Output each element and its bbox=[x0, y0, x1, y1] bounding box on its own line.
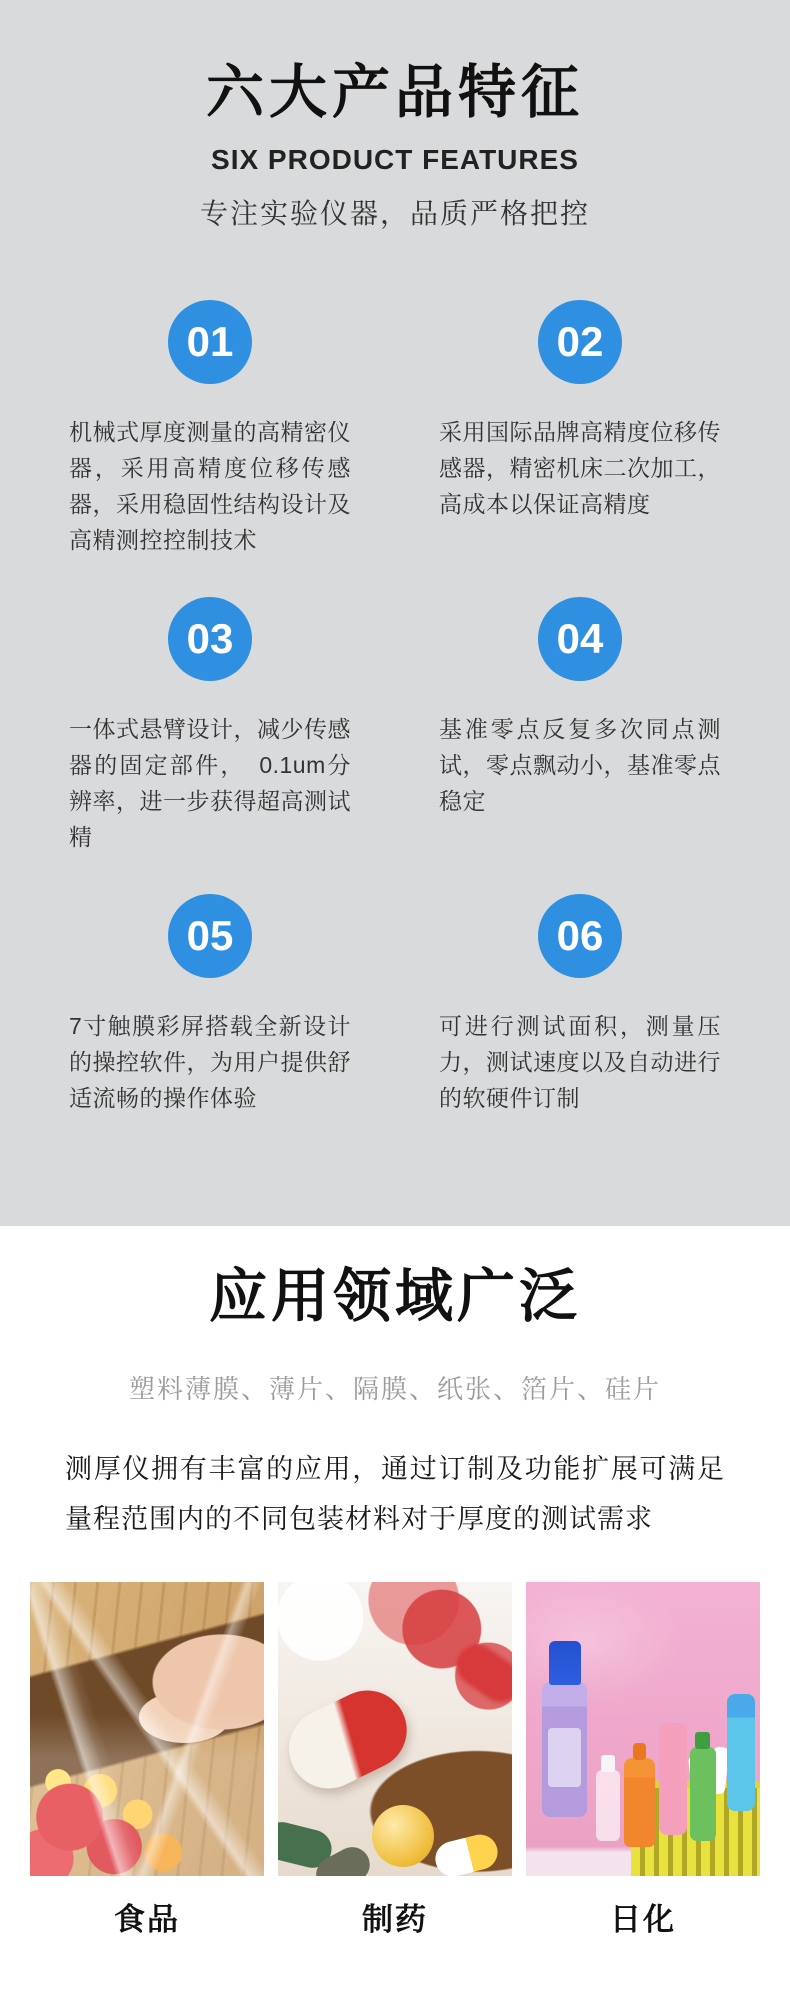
red-capsule-shape bbox=[448, 1636, 512, 1710]
applications-title: 应用领域广泛 bbox=[208, 1264, 581, 1329]
subtitle-english: SIX PRODUCT FEATURES bbox=[211, 144, 579, 175]
category-label-pharma: 制药 bbox=[362, 1902, 428, 1937]
pills-capsules-photo bbox=[278, 1582, 512, 1876]
feature-text: 一体式悬臂设计，减少传感器的固定部件， 0.1um分辨率，进一步获得超高测试精 bbox=[69, 716, 351, 850]
features-grid bbox=[0, 300, 790, 1191]
feature-number-badge: 02 bbox=[538, 300, 622, 384]
daily-chemicals-photo bbox=[526, 1582, 760, 1876]
feature-number-badge: 04 bbox=[538, 597, 622, 681]
red-white-capsule-shape bbox=[278, 1677, 420, 1802]
category-label-daily-chemical: 日化 bbox=[610, 1902, 676, 1937]
feature-text: 可进行测试面积，测量压力，测试速度以及自动进行的软硬件订制 bbox=[439, 1013, 721, 1111]
page-title: 六大产品特征 bbox=[205, 60, 584, 125]
feature-item-02 bbox=[410, 300, 750, 597]
feature-number-badge: 03 bbox=[168, 597, 252, 681]
feature-number-badge: 05 bbox=[168, 894, 252, 978]
applications-section bbox=[0, 1226, 790, 1990]
materials-list: 塑料薄膜、薄片、隔膜、纸张、箔片、硅片 bbox=[128, 1374, 661, 1404]
feature-text: 采用国际品牌高精度位移传感器，精密机床二次加工，高成本以保证高精度 bbox=[439, 419, 721, 517]
feature-number-badge: 01 bbox=[168, 300, 252, 384]
yellow-gel-pill-shape bbox=[372, 1805, 434, 1867]
photo-labels-row bbox=[0, 1902, 790, 1938]
cyan-bottle-shape bbox=[727, 1694, 755, 1812]
purple-spray-bottle-shape bbox=[542, 1682, 586, 1817]
feature-item-03 bbox=[40, 597, 380, 894]
feature-number-badge: 06 bbox=[538, 894, 622, 978]
pink-bottle-shape bbox=[659, 1723, 687, 1835]
orange-bottle-shape bbox=[624, 1758, 654, 1846]
feature-item-06 bbox=[410, 894, 750, 1191]
application-photos-row bbox=[0, 1582, 790, 1876]
feature-item-05 bbox=[40, 894, 380, 1191]
white-yellow-capsule-shape bbox=[431, 1831, 501, 1876]
category-label-food: 食品 bbox=[114, 1902, 180, 1937]
tagline: 专注实验仪器，品质严格把控 bbox=[199, 198, 590, 229]
feature-item-01 bbox=[40, 300, 380, 597]
green-bottle-shape bbox=[690, 1747, 716, 1841]
applications-description: 测厚仪拥有丰富的应用，通过订制及功能扩展可满足量程范围内的不同包装材料对于厚度的测试需求 bbox=[65, 1454, 725, 1534]
feature-text: 7寸触膜彩屏搭载全新设计的操控软件，为用户提供舒适流畅的操作体验 bbox=[69, 1013, 351, 1111]
feature-text: 基准零点反复多次同点测试，零点飘动小，基准零点稳定 bbox=[439, 716, 721, 814]
plastic-wrap-food-photo bbox=[30, 1582, 264, 1876]
clear-bottle-shape bbox=[596, 1770, 619, 1841]
feature-text: 机械式厚度测量的高精密仪器，采用高精度位移传感器，采用稳固性结构设计及高精测控控制技术 bbox=[69, 419, 351, 553]
feature-item-04 bbox=[410, 597, 750, 894]
